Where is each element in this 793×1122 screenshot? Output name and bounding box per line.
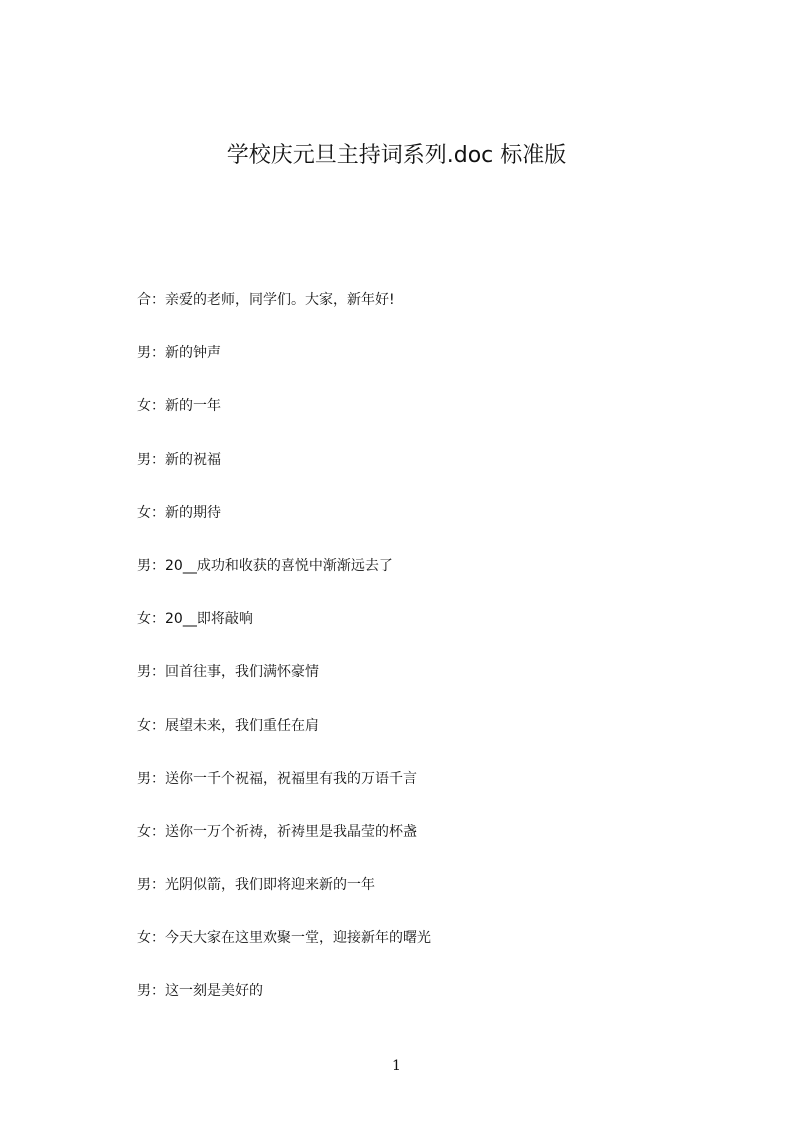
speaker-separator: ： <box>151 345 165 362</box>
speaker-label: 男 <box>137 664 151 681</box>
script-line <box>137 395 697 448</box>
speaker-label: 男 <box>137 557 151 574</box>
speaker-separator: ： <box>151 451 165 468</box>
script-line <box>137 342 697 395</box>
speaker-separator: ： <box>151 770 165 787</box>
script-line <box>137 874 697 927</box>
line-text: 展望未来，我们重任在肩 <box>165 717 319 734</box>
script-line <box>137 555 697 608</box>
line-text: 新的钟声 <box>165 345 221 362</box>
script-line <box>137 715 697 768</box>
speaker-separator: ： <box>151 398 165 415</box>
script-line <box>137 502 697 555</box>
script-line <box>137 289 697 342</box>
script-lines <box>137 289 697 1034</box>
line-text: 回首往事，我们满怀豪情 <box>165 664 319 681</box>
speaker-label: 男 <box>137 770 151 787</box>
script-line <box>137 449 697 502</box>
speaker-separator: ： <box>151 504 165 521</box>
script-line <box>137 768 697 821</box>
page-number: 1 <box>392 1058 401 1074</box>
line-text: 今天大家在这里欢聚一堂，迎接新年的曙光 <box>165 930 431 947</box>
line-text: 新的祝福 <box>165 451 221 468</box>
speaker-separator: ： <box>151 611 165 628</box>
speaker-separator: ： <box>151 877 165 894</box>
speaker-label: 男 <box>137 983 151 1000</box>
speaker-separator: ： <box>151 717 165 734</box>
speaker-label: 男 <box>137 451 151 468</box>
speaker-label: 男 <box>137 345 151 362</box>
line-text: 20__即将敲响 <box>165 611 253 628</box>
line-text: 送你一千个祝福，祝福里有我的万语千言 <box>165 770 417 787</box>
line-text: 20__成功和收获的喜悦中渐渐远去了 <box>165 557 393 574</box>
line-text: 这一刻是美好的 <box>165 983 263 1000</box>
speaker-label: 女 <box>137 823 151 840</box>
speaker-label: 女 <box>137 611 151 628</box>
line-text: 新的一年 <box>165 398 221 415</box>
speaker-separator: ： <box>151 557 165 574</box>
speaker-label: 女 <box>137 398 151 415</box>
speaker-separator: ： <box>151 823 165 840</box>
line-text: 新的期待 <box>165 504 221 521</box>
script-line <box>137 821 697 874</box>
speaker-label: 女 <box>137 930 151 947</box>
line-text: 送你一万个祈祷，祈祷里是我晶莹的杯盏 <box>165 823 417 840</box>
speaker-separator: ： <box>151 983 165 1000</box>
script-line <box>137 927 697 980</box>
speaker-separator: ： <box>151 292 165 308</box>
speaker-separator: ： <box>151 930 165 947</box>
speaker-separator: ： <box>151 664 165 681</box>
speaker-label: 男 <box>137 877 151 894</box>
line-text: 光阴似箭，我们即将迎来新的一年 <box>165 877 375 894</box>
speaker-label: 合 <box>137 292 151 308</box>
speaker-label: 女 <box>137 504 151 521</box>
script-line <box>137 980 697 1033</box>
line-text: 亲爱的老师，同学们。大家，新年好! <box>165 292 395 308</box>
document-title: 学校庆元旦主持词系列.doc 标准版 <box>226 143 567 168</box>
speaker-label: 女 <box>137 717 151 734</box>
script-line <box>137 608 697 661</box>
script-line <box>137 661 697 714</box>
